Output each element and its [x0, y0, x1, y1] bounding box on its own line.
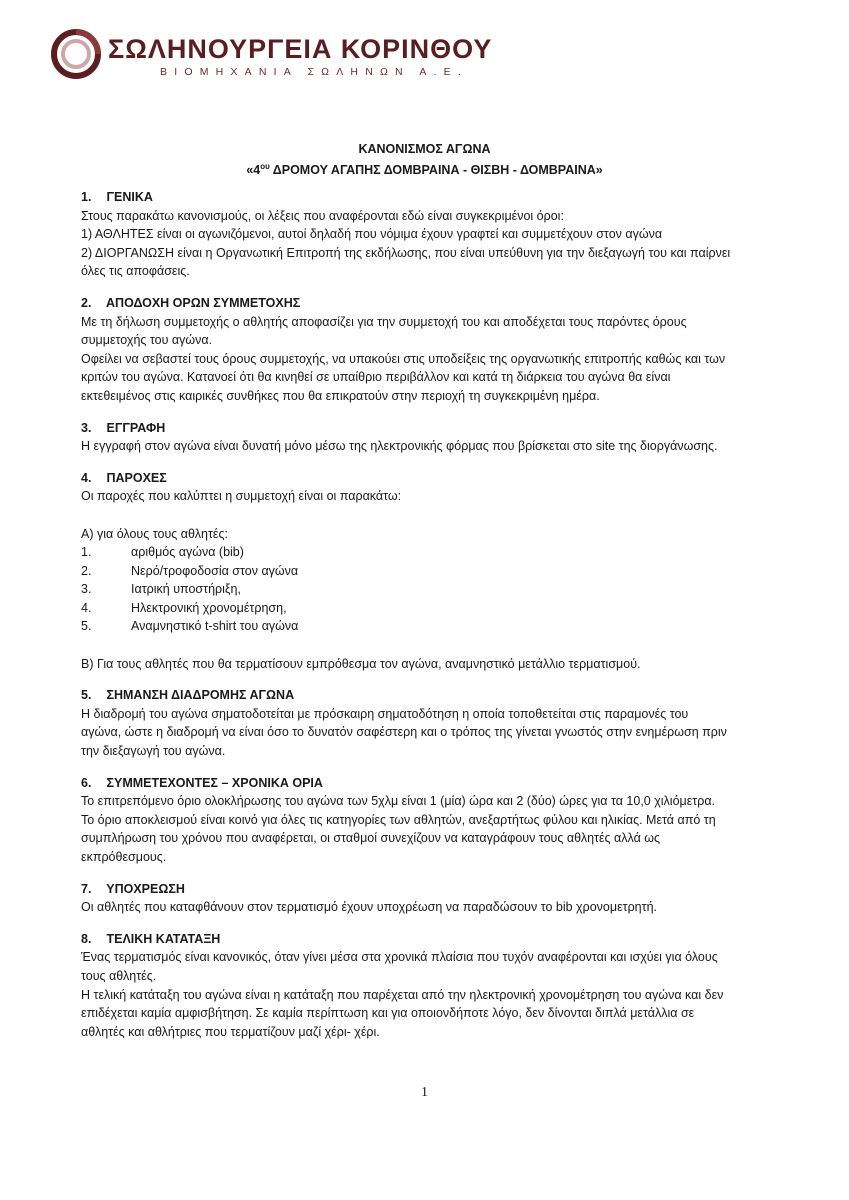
group-b-label: Β) Για τους αθλητές που θα τερματίσουν εμπρόθεσμα τον αγώνα, αναμνηστικό μετάλλιο τερματισμού.	[81, 656, 641, 671]
section-heading	[81, 188, 731, 207]
section-number: 8.	[81, 931, 92, 946]
section-heading	[81, 294, 731, 313]
list-number: 2.	[81, 563, 92, 578]
list-text: Νερό/τροφοδοσία στον αγώνα	[131, 563, 299, 578]
paragraph: Στους παρακάτω κανονισμούς, οι λέξεις που αναφέρονται εδώ είναι συγκεκριμένοι όροι:	[81, 208, 564, 223]
list-number: 1.	[81, 545, 92, 560]
list-text: Αναμνηστικό t-shirt του αγώνα	[131, 619, 299, 634]
company-tagline: ΒΙΟΜΗΧΑΝΙΑ ΣΩΛΗΝΩΝ Α.Ε.	[160, 66, 468, 78]
section-title: ΠΑΡΟΧΕΣ	[106, 470, 167, 485]
list-text: αριθμός αγώνα (bib)	[131, 545, 244, 560]
paragraph: Οι παροχές που καλύπτει η συμμετοχή είναι οι παρακάτω:	[81, 489, 402, 504]
paragraph: Ένας τερματισμός είναι κανονικός, όταν γίνει μέσα στα χρονικά πλαίσια που τυχόν αναφέρονται και ισχύει για όλους τους αθλητές.	[81, 950, 718, 983]
list-number: 4.	[81, 600, 92, 615]
section-general	[81, 188, 731, 281]
section-title: ΕΓΓΡΑΦΗ	[106, 420, 166, 435]
section-participants-time-limits	[81, 774, 731, 867]
section-heading	[81, 469, 731, 488]
page-number: 1	[421, 1085, 428, 1100]
section-route-marking	[81, 686, 731, 760]
section-heading	[81, 880, 731, 899]
section-number: 7.	[81, 881, 92, 896]
section-number: 2.	[81, 295, 92, 310]
paragraph: 2) ΔΙΟΡΓΑΝΩΣΗ είναι η Οργανωτική Επιτροπή της εκδήλωσης, που είναι υπεύθυνη για την διεξαγωγή του και παίρνει όλες τις αποφάσεις.	[81, 245, 731, 279]
title-line-2	[0, 158, 849, 179]
paragraph: Οι αθλητές που καταφθάνουν στον τερματισμό έχουν υποχρέωση να παραδώσουν το bib χρονομετρητή.	[81, 900, 658, 915]
section-heading	[81, 930, 731, 949]
section-obligation	[81, 880, 731, 917]
paragraph: Οφείλει να σεβαστεί τους όρους συμμετοχής, να υπακούει στις υποδείξεις της οργανωτικής επιτροπής καθώς και των κριτών του αγώνα. Κατανοεί ότι θα κινηθεί σε υπαίθριο περιβάλλον και κατά τη διάρκεια του αγώνα θα είναι εκτεθειμένος στις καιρικές συνθήκες που θα επικρατούν στην περιοχή τη συγκεκριμένη ημέρα.	[81, 351, 726, 403]
list-item	[81, 617, 731, 636]
section-title: ΓΕΝΙΚΑ	[106, 190, 153, 204]
document-title	[0, 140, 849, 179]
company-name: ΣΩΛΗΝΟΥΡΓΕΙΑ ΚΟΡΙΝΘΟΥ	[108, 34, 493, 64]
list-item	[81, 580, 731, 599]
title-suffix: ΔΡΟΜΟΥ ΑΓΑΠΗΣ ΔΟΜΒΡΑΙΝΑ - ΘΙΣΒΗ - ΔΟΜΒΡΑΙΝΑ»	[269, 163, 603, 178]
section-number: 1.	[81, 190, 92, 204]
company-logo	[50, 28, 493, 84]
section-title: ΣΥΜΜΕΤΕΧΟΝΤΕΣ – ΧΡΟΝΙΚΑ ΟΡΙΑ	[106, 775, 323, 790]
title-superscript: ου	[260, 162, 270, 171]
title-line-1: ΚΑΝΟΝΙΣΜΟΣ ΑΓΩΝΑ	[358, 142, 491, 156]
document-body	[81, 188, 731, 1054]
list-item	[81, 543, 731, 562]
paragraph: Με τη δήλωση συμμετοχής ο αθλητής αποφασίζει για την συμμετοχή του και αποδέχεται τους παρόντες όρους συμμετοχής του αγώνα.	[81, 314, 687, 348]
list-text: Ιατρική υποστήριξη,	[131, 582, 241, 597]
section-title: ΥΠΟΧΡΕΩΣΗ	[106, 881, 185, 896]
section-heading	[81, 774, 731, 793]
list-item	[81, 599, 731, 618]
section-title: ΑΠΟΔΟΧΗ ΟΡΩΝ ΣΥΜΜΕΤΟΧΗΣ	[106, 295, 301, 310]
paragraph: Η εγγραφή στον αγώνα είναι δυνατή μόνο μέσω της ηλεκτρονικής φόρμας που βρίσκεται στο site της διοργάνωσης.	[81, 439, 718, 454]
paragraph: Η διαδρομή του αγώνα σηματοδοτείται με πρόσκαιρη σηματοδότηση η οποία τοποθετείται στις παραμονές του αγώνα, ώστε η διαδρομή να είναι όσο το δυνατόν σαφέστερη και ο τρόπος της γίνεται γνωστός στην ενημέρωση πριν την διεξαγωγή του αγώνα.	[81, 706, 727, 759]
title-prefix: «4	[246, 163, 261, 178]
section-provisions	[81, 469, 731, 674]
section-number: 5.	[81, 688, 92, 703]
section-number: 6.	[81, 775, 92, 790]
paragraph: 1) ΑΘΛΗΤΕΣ είναι οι αγωνιζόμενοι, αυτοί δηλαδή που νόμιμα έχουν γραφτεί και συμμετέχουν στον αγώνα	[81, 227, 663, 242]
paragraph: Το όριο αποκλεισμού είναι κοινό για όλες τις κατηγορίες των αθλητών, ανεξαρτήτως φύλου και ηλικίας. Μετά από τη συμπλήρωση του χρόνου που αναφέρεται, οι σταθμοί συνεχίζουν να καταγράφουν τους αθλητές αλλά ως εκπρόθεσμους.	[81, 812, 716, 864]
section-title: ΣΗΜΑΝΣΗ ΔΙΑΔΡΟΜΗΣ ΑΓΩΝΑ	[106, 688, 295, 703]
paragraph: Η τελική κατάταξη του αγώνα είναι η κατάταξη που παρέχεται από την ηλεκτρονική χρονομέτρηση του αγώνα και δεν επιδέχεται καμία αμφισβήτηση. Σε καμία περίπτωση και για οποιονδήποτε λόγο, δεν δίνονται διπλά μετάλλια σε αθλητές και αθλήτριες που τερματίζουν μαζί χέρι- χέρι.	[81, 987, 724, 1039]
section-number: 4.	[81, 470, 92, 485]
list-number: 5.	[81, 619, 92, 634]
section-heading	[81, 686, 731, 705]
group-a-label: Α) για όλους τους αθλητές:	[81, 526, 228, 541]
list-item	[81, 562, 731, 581]
company-logo-icon	[50, 28, 102, 80]
section-terms-acceptance	[81, 294, 731, 406]
section-final-ranking	[81, 930, 731, 1042]
section-number: 3.	[81, 420, 92, 435]
paragraph: Το επιτρεπόμενο όριο ολοκλήρωσης του αγώνα των 5χλμ είναι 1 (μία) ώρα και 2 (δύο) ώρες για τα 10,0 χιλιόμετρα.	[81, 794, 716, 809]
section-title: ΤΕΛΙΚΗ ΚΑΤΑΤΑΞΗ	[106, 931, 221, 946]
list-number: 3.	[81, 582, 92, 597]
section-heading	[81, 419, 731, 438]
list-text: Ηλεκτρονική χρονομέτρηση,	[131, 600, 287, 615]
section-registration	[81, 419, 731, 456]
